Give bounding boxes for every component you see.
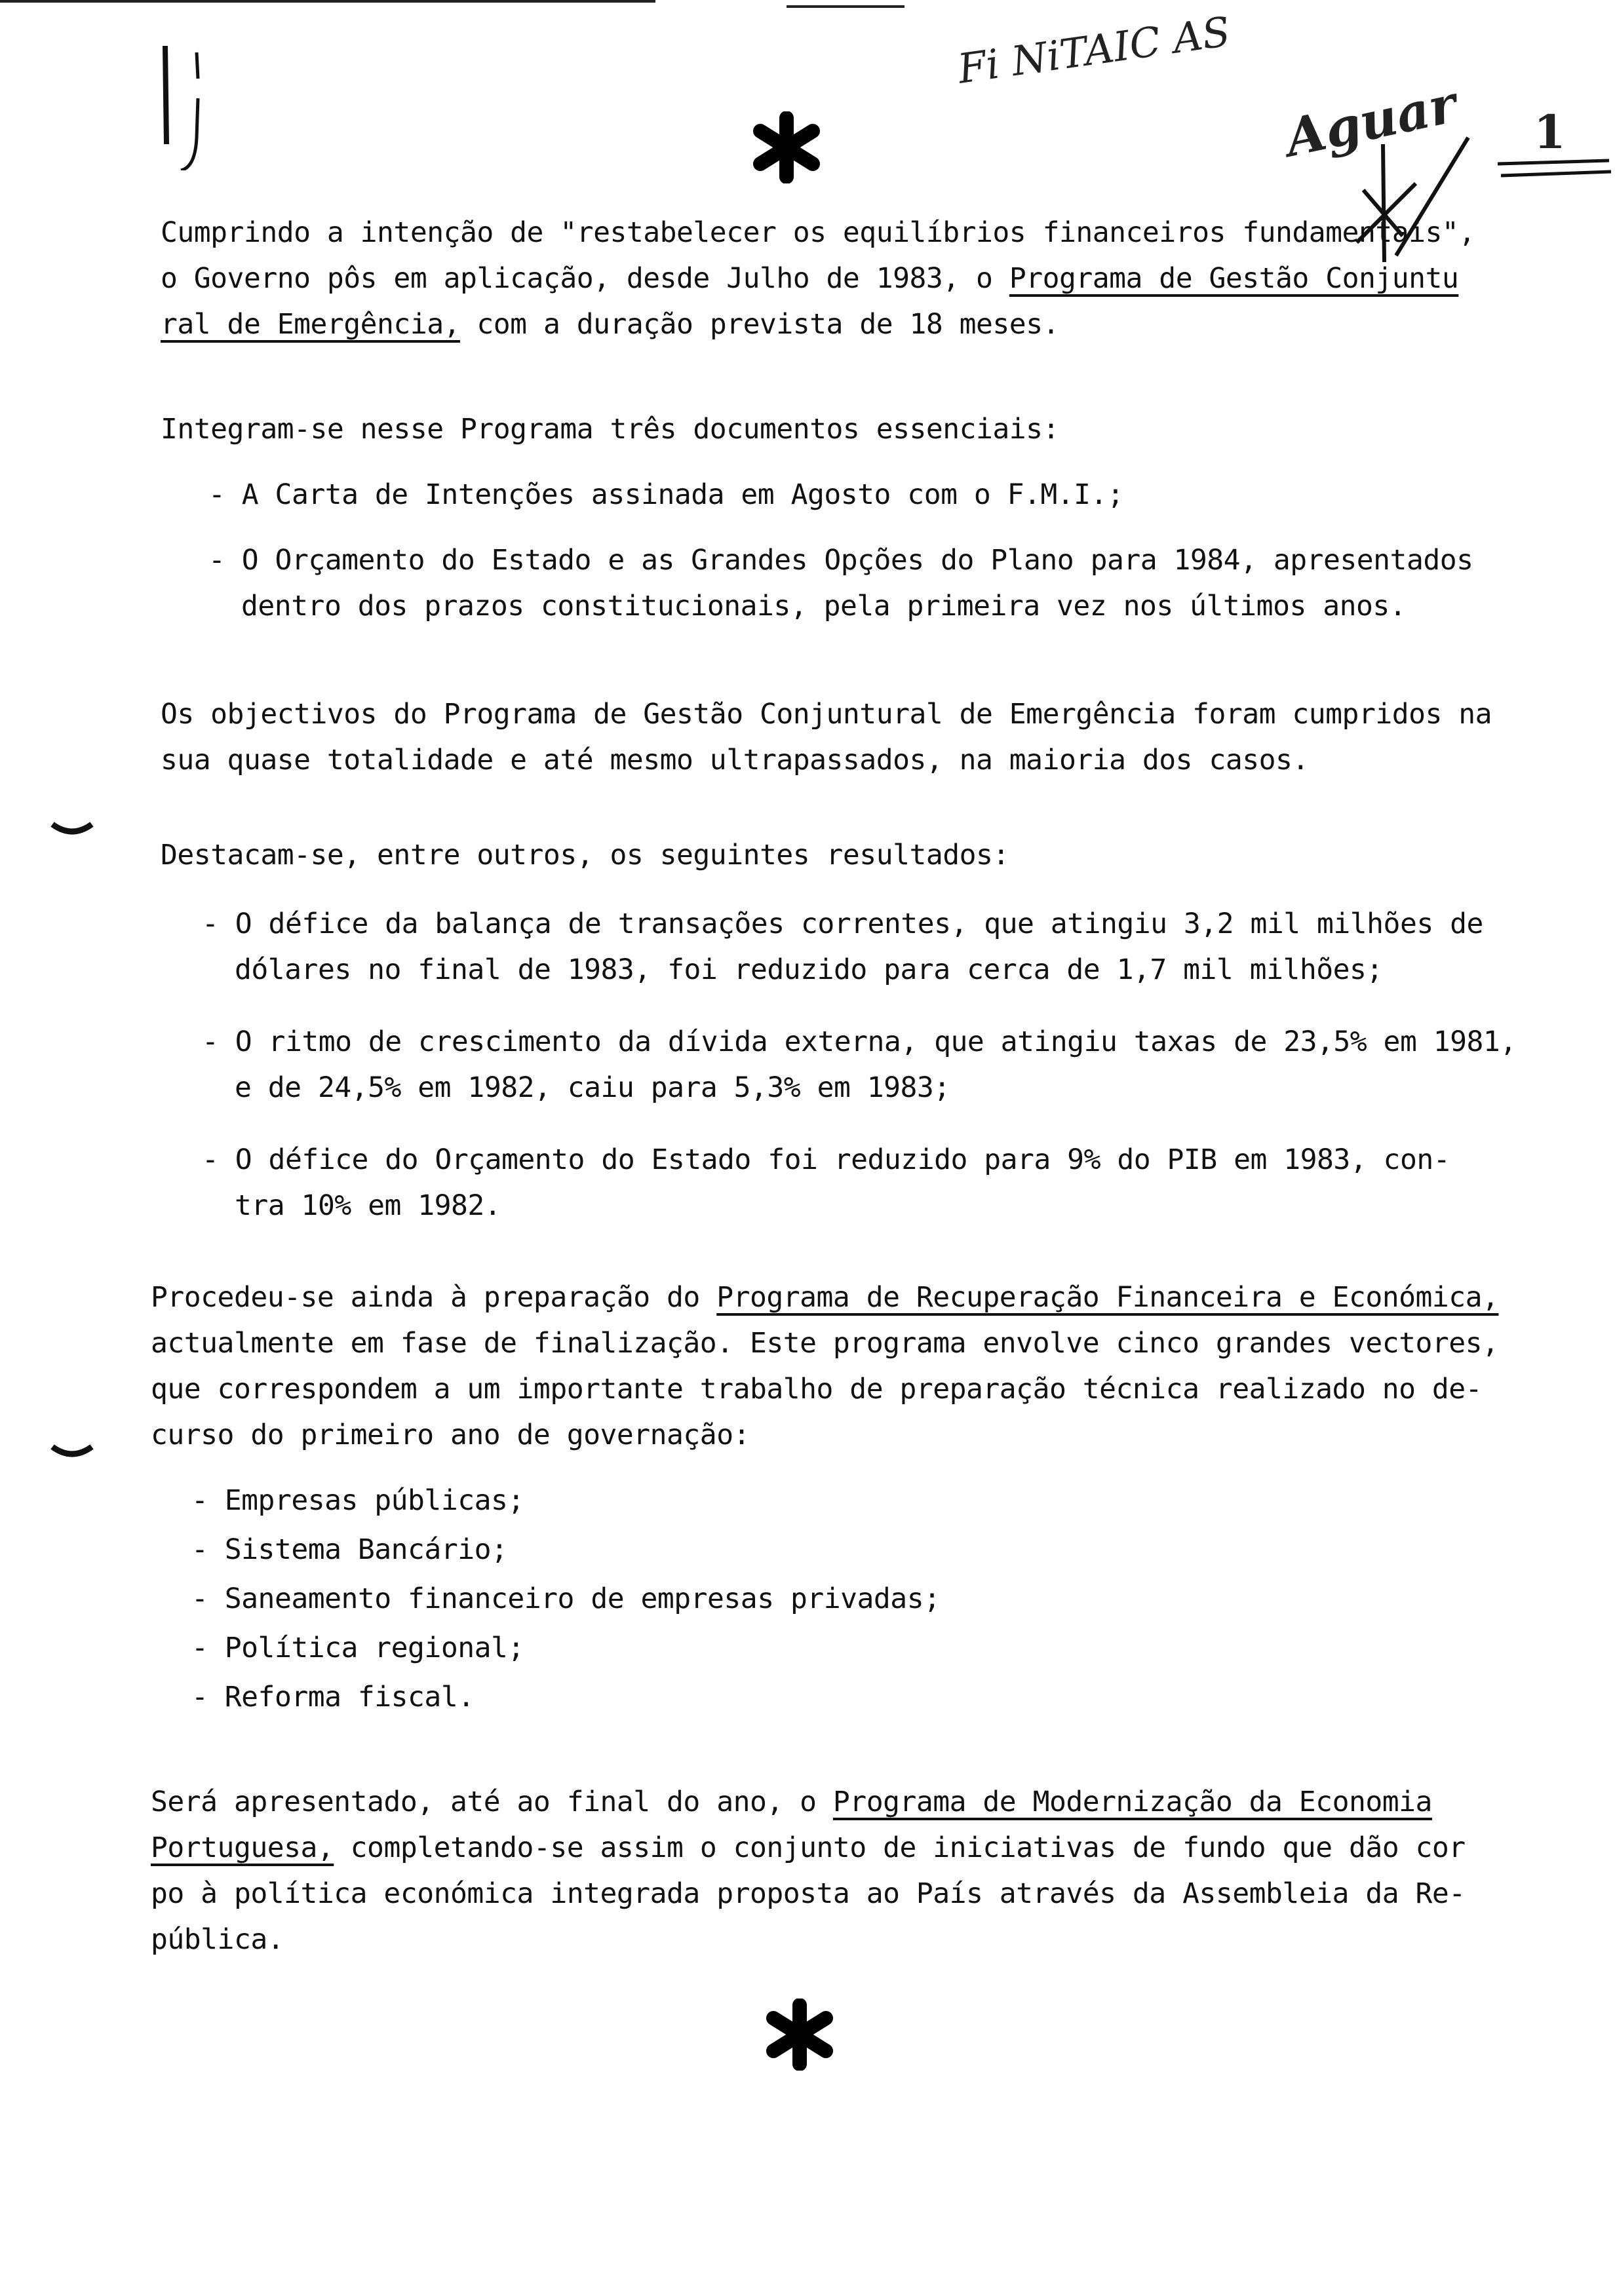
program-modernizacao-link: Programa de Modernização da Economia	[832, 1786, 1432, 1818]
page-number-underline	[1494, 157, 1612, 183]
p6-line-4: pública.	[151, 1923, 284, 1956]
p6-line-3: po à política económica integrada proposta ao País através da Assembleia da Re-	[151, 1877, 1466, 1910]
p5-line-1	[151, 1274, 1498, 1320]
top-edge-line-left	[0, 0, 655, 3]
p5-list-item-4: - Política regional;	[191, 1632, 524, 1664]
p5-line-3: que correspondem a um importante trabalho de preparação técnica realizado no de-	[151, 1373, 1483, 1406]
p4-list-item-1-line-1: - O défice da balança de transações correntes, que atingiu 3,2 mil milhões de	[202, 908, 1483, 940]
handwritten-annotation-top: Fi NiTAIC AS	[954, 7, 1234, 93]
p4-list-item-2-line-1: - O ritmo de crescimento da dívida externa, que atingiu taxas de 23,5% em 1981,	[202, 1025, 1517, 1058]
p4-list-item-3-line-2: tra 10% em 1982.	[235, 1189, 501, 1222]
p6-line-1	[151, 1779, 1466, 1825]
p4-intro: Destacam-se, entre outros, os seguintes resultados:	[161, 839, 1009, 871]
p5-line-1-text: Procedeu-se ainda à preparação do	[151, 1281, 717, 1314]
p5-line-4: curso do primeiro ano de governação:	[151, 1419, 750, 1451]
p6-line-2-text: completando-se assim o conjunto de iniciativas de fundo que dão cor	[334, 1831, 1466, 1864]
p4-list-item-3-line-1: - O défice do Orçamento do Estado foi reduzido para 9% do PIB em 1983, con-	[202, 1143, 1450, 1176]
asterisk-star-top-icon	[750, 111, 823, 183]
p4-list-item-2-line-2: e de 24,5% em 1982, caiu para 5,3% em 1983;	[235, 1071, 950, 1104]
p5-list-item-1: - Empresas públicas;	[191, 1484, 524, 1517]
p4-list-item-1-line-2: dólares no final de 1983, foi reduzido para cerca de 1,7 mil milhões;	[235, 953, 1383, 986]
p5-list-item-5: - Reforma fiscal.	[191, 1681, 475, 1713]
p1-line-2	[161, 256, 1475, 301]
margin-bracket-mark	[157, 39, 210, 170]
asterisk-star-bottom-icon	[764, 1999, 836, 2071]
margin-tick-mark-2	[49, 1442, 95, 1461]
margin-tick-mark-1	[49, 819, 95, 839]
p5-list-item-3: - Saneamento financeiro de empresas privadas;	[191, 1582, 941, 1615]
p1-line-1: Cumprindo a intenção de "restabelecer os equilíbrios financeiros fundamentais",	[161, 216, 1475, 249]
p2-list-item-1: - A Carta de Intenções assinada em Agosto com o F.M.I.;	[208, 478, 1124, 511]
page-number: 1	[1534, 105, 1566, 159]
program-recuperacao-link: Programa de Recuperação Financeira e Económica,	[716, 1281, 1499, 1314]
p2-list-item-2-line-2: dentro dos prazos constitucionais, pela primeira vez nos últimos anos.	[241, 590, 1407, 622]
program-modernizacao-link-cont: Portuguesa,	[151, 1831, 334, 1864]
paragraph-3	[161, 691, 1492, 783]
p6-line-1-text: Será apresentado, até ao final do ano, o	[151, 1786, 833, 1818]
p1-line-3-text: com a duração prevista de 18 meses.	[460, 308, 1059, 341]
p6-line-2	[151, 1825, 1466, 1871]
program-gestao-conjuntural-link: Programa de Gestão Conjuntu	[1009, 262, 1459, 295]
p1-line-2-text: o Governo pôs em aplicação, desde Julho de 1983, o	[161, 262, 1009, 295]
handwritten-signature: Aguar	[1280, 74, 1462, 169]
p5-list-item-2: - Sistema Bancário;	[191, 1533, 508, 1566]
p1-line-3	[161, 301, 1475, 347]
program-gestao-conjuntural-link-cont: ral de Emergência,	[161, 308, 460, 341]
paragraph-5	[151, 1274, 1498, 1458]
paragraph-4	[161, 832, 1009, 878]
paragraph-2	[161, 406, 1059, 452]
p3-line-2: sua quase totalidade e até mesmo ultrapassados, na maioria dos casos.	[161, 744, 1309, 776]
p3-line-1: Os objectivos do Programa de Gestão Conjuntural de Emergência foram cumpridos na	[161, 698, 1492, 731]
p2-list-item-2-line-1: - O Orçamento do Estado e as Grandes Opções do Plano para 1984, apresentados	[208, 544, 1473, 577]
paragraph-6	[151, 1779, 1466, 1962]
p2-intro: Integram-se nesse Programa três documentos essenciais:	[161, 413, 1059, 446]
top-edge-line-right	[787, 5, 905, 8]
paragraph-1	[161, 210, 1475, 347]
p5-line-2: actualmente em fase de finalização. Este programa envolve cinco grandes vectores,	[151, 1327, 1499, 1360]
